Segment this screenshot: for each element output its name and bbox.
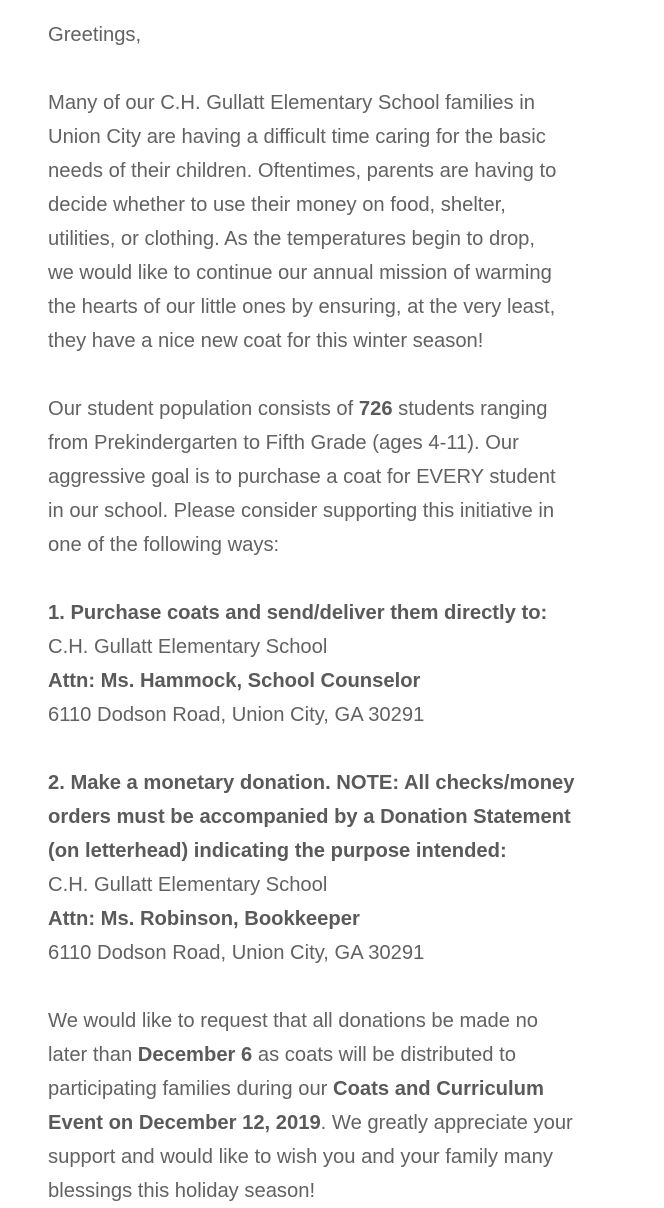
- greeting-line: Greetings,: [48, 24, 142, 46]
- deadline-date: December 6: [137, 1044, 253, 1066]
- event-date: Event on December 12, 2019: [48, 1112, 321, 1134]
- population-line: in our school. Please consider supporting this initiative in: [48, 500, 555, 522]
- intro-line: needs of their children. Oftentimes, parents are having to: [48, 160, 557, 182]
- closing-line: blessings this holiday season!: [48, 1180, 316, 1202]
- population-text: Our student population consists of: [48, 398, 359, 420]
- closing-paragraph: [48, 1004, 648, 1208]
- option2-block: [48, 766, 648, 970]
- intro-paragraph: [48, 86, 648, 358]
- intro-line: Union City are having a difficult time caring for the basic: [48, 126, 546, 148]
- closing-line: support and would like to wish you and your family many: [48, 1146, 553, 1168]
- closing-line: We would like to request that all donations be made no: [48, 1010, 539, 1032]
- option1-attn: Attn: Ms. Hammock, School Counselor: [48, 670, 421, 692]
- intro-line: they have a nice new coat for this winter season!: [48, 330, 484, 352]
- greeting: [48, 18, 648, 52]
- option2-school: C.H. Gullatt Elementary School: [48, 874, 328, 896]
- intro-line: decide whether to use their money on food, shelter,: [48, 194, 506, 216]
- closing-line: [48, 1038, 648, 1072]
- paragraph-gap: [48, 970, 648, 1004]
- intro-line: Many of our C.H. Gullatt Elementary School families in: [48, 92, 535, 114]
- intro-line: the hearts of our little ones by ensuring, at the very least,: [48, 296, 556, 318]
- option1-block: [48, 596, 648, 732]
- paragraph-gap: [48, 562, 648, 596]
- intro-line: utilities, or clothing. As the temperatures begin to drop,: [48, 228, 536, 250]
- population-line: one of the following ways:: [48, 534, 280, 556]
- population-text: students ranging: [392, 398, 548, 420]
- event-name: Coats and Curriculum: [333, 1078, 544, 1100]
- closing-text: later than: [48, 1044, 138, 1066]
- closing-line: [48, 1072, 648, 1106]
- option1-address: 6110 Dodson Road, Union City, GA 30291: [48, 704, 425, 726]
- student-count: 726: [358, 398, 393, 420]
- option1-heading: 1. Purchase coats and send/deliver them directly to:: [48, 602, 548, 624]
- option2-heading-line: orders must be accompanied by a Donation Statement: [48, 806, 571, 828]
- population-first-line: [48, 392, 648, 426]
- option2-heading-line: 2. Make a monetary donation. NOTE: All checks/money: [48, 772, 575, 794]
- paragraph-gap: [48, 358, 648, 392]
- closing-line: [48, 1106, 648, 1140]
- closing-text: as coats will be distributed to: [252, 1044, 516, 1066]
- population-line: from Prekindergarten to Fifth Grade (ages 4-11). Our: [48, 432, 519, 454]
- intro-line: we would like to continue our annual mission of warming: [48, 262, 552, 284]
- option2-address: 6110 Dodson Road, Union City, GA 30291: [48, 942, 425, 964]
- option1-school: C.H. Gullatt Elementary School: [48, 636, 328, 658]
- population-paragraph: [48, 392, 648, 562]
- paragraph-gap: [48, 732, 648, 766]
- option2-heading-line: (on letterhead) indicating the purpose intended:: [48, 840, 507, 862]
- paragraph-gap: [48, 52, 648, 86]
- closing-text: participating families during our: [48, 1078, 334, 1100]
- closing-text: . We greatly appreciate your: [320, 1112, 573, 1134]
- population-line: aggressive goal is to purchase a coat for EVERY student: [48, 466, 556, 488]
- letter-body: [48, 18, 648, 1208]
- option2-attn: Attn: Ms. Robinson, Bookkeeper: [48, 908, 360, 930]
